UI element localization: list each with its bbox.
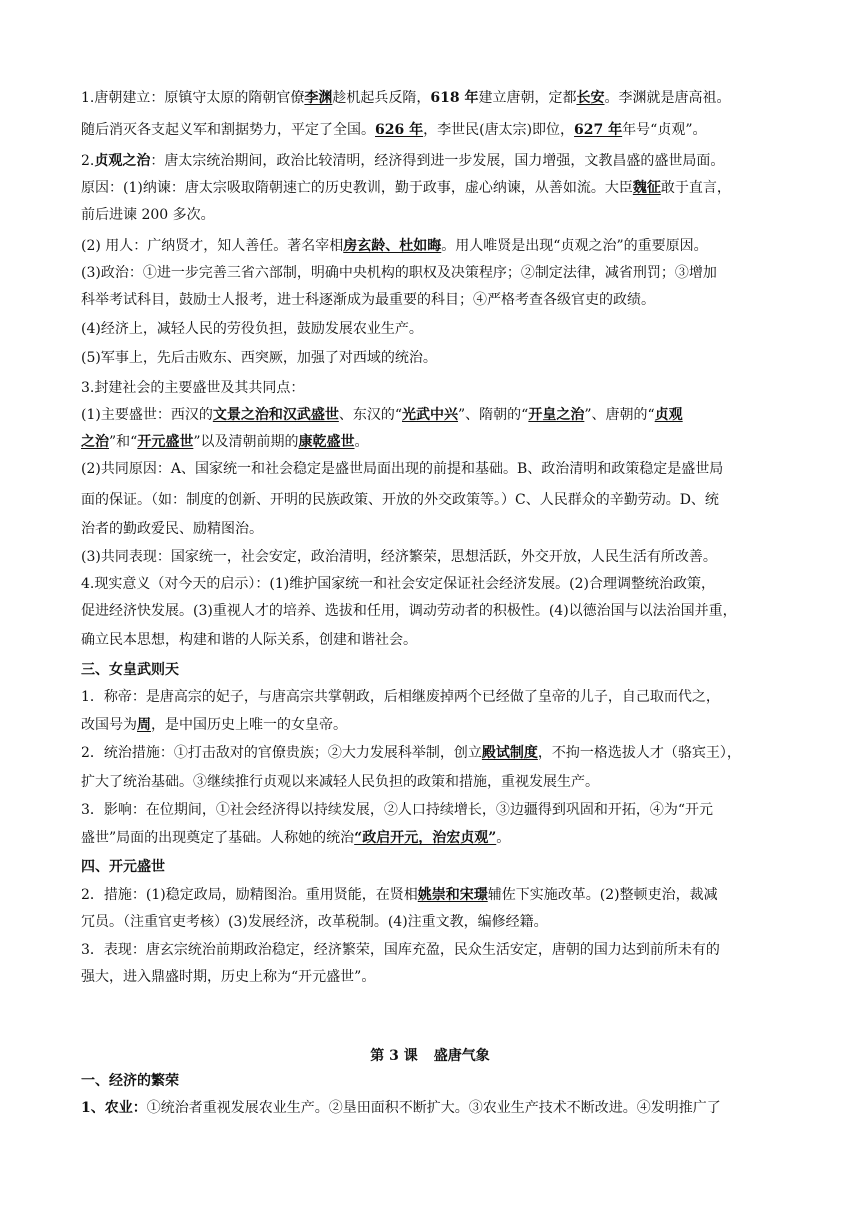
key-term: 文景之治和汉武盛世 <box>212 407 339 423</box>
text-line <box>81 660 781 680</box>
text-line <box>81 1071 781 1091</box>
text-run: 3．影响：在位期间，①社会经济得以持续发展，②人口持续增长，③边疆得到巩固和开拓，④为“开元 <box>81 802 714 818</box>
text-line <box>81 912 781 932</box>
text-line <box>81 687 781 707</box>
text-line <box>81 178 781 198</box>
key-term: 殿试制度 <box>481 745 538 761</box>
key-term: “政启开元，治宏贞观” <box>354 830 497 846</box>
text-run: ：唐太宗统治期间，政治比较清明，经济得到进一步发展，国力增强，文教昌盛的盛世局面。 <box>150 153 725 169</box>
section-heading: 四、开元盛世 <box>81 859 165 875</box>
text-line <box>81 459 781 479</box>
lesson-number: 第 3 课 <box>370 1048 418 1064</box>
text-run: 。 <box>496 830 511 846</box>
lesson-title <box>0 1046 860 1066</box>
text-run: 3.封建社会的主要盛世及其共同点： <box>81 380 305 396</box>
text-line <box>81 519 781 539</box>
key-term: 魏征 <box>632 180 661 196</box>
text-run: ”、隋朝的“ <box>458 407 529 423</box>
text-line <box>81 236 781 256</box>
text-run: 4.现实意义（对今天的启示）：(1)维护国家统一和社会安定保证社会经济发展。(2)合理调整统治政策， <box>81 576 716 592</box>
key-term: 李渊 <box>304 90 333 106</box>
text-run: 面的保证。（如：制度的创新、开明的民族政策、开放的外交政策等。）C、人民群众的辛勤劳动。D、统 <box>81 492 719 508</box>
text-run: 前后进谏 200 多次。 <box>81 207 215 223</box>
key-term: 长安 <box>576 90 605 106</box>
text-line <box>81 88 781 108</box>
text-line <box>81 547 781 567</box>
text-line <box>81 263 781 283</box>
text-run: ”以及清朝前期的 <box>193 434 299 450</box>
key-term: 光武中兴 <box>402 407 459 423</box>
text-run: 辅佐下实施改革。(2)整顿吏治，裁减 <box>487 887 718 903</box>
text-run: 扩大了统治基础。③继续推行贞观以来减轻人民负担的政策和措施，重视发展生产。 <box>81 774 599 790</box>
text-run: (4)经济上，减轻人民的劳役负担，鼓励发展农业生产。 <box>81 321 423 337</box>
text-run: 建立唐朝，定都 <box>478 90 577 106</box>
text-run: 盛世”局面的出现奠定了基础。人称她的统治 <box>81 830 355 846</box>
text-line <box>81 772 781 792</box>
text-line <box>81 967 781 987</box>
text-run: ①统治者重视发展农业生产。②垦田面积不断扩大。③农业生产技术不断改进。④发明推广了 <box>146 1100 721 1116</box>
text-run: 冗员。（注重官吏考核）(3)发展经济，改革税制。(4)注重文教，编修经籍。 <box>81 914 548 930</box>
text-line <box>81 715 781 735</box>
text-run: 敢于直言， <box>660 180 731 196</box>
text-line <box>81 885 781 905</box>
key-term: 之治 <box>81 434 109 450</box>
text-run: 治者的勤政爱民、励精图治。 <box>81 521 263 537</box>
text-line <box>81 743 781 763</box>
text-run: ，李世民(唐太宗)即位， <box>423 122 575 138</box>
key-term: 康乾盛世 <box>298 434 355 450</box>
text-run: 确立民本思想，构建和谐的人际关系，创建和谐社会。 <box>81 632 417 648</box>
text-run: 、东汉的“ <box>338 407 403 423</box>
text-run: (2) 用人：广纳贤才，知人善任。著名宰相 <box>81 238 344 254</box>
text-line <box>81 601 781 621</box>
text-run: 2．统治措施：①打击敌对的官僚贵族；②大力发展科举制，创立 <box>81 745 482 761</box>
section-heading: 三、女皇武则天 <box>81 662 179 678</box>
key-term: 开元盛世 <box>137 434 194 450</box>
text-run: (3)共同表现：国家统一，社会安定，政治清明，经济繁荣，思想活跃，外交开放，人民生活有所改善。 <box>81 549 717 565</box>
text-run: 随后消灭各支起义军和割据势力，平定了全国。 <box>81 122 375 138</box>
key-term: 627 年 <box>574 122 623 138</box>
text-run: ”和“ <box>109 434 138 450</box>
text-run: (3)政治：①进一步完善三省六部制，明确中央机构的职权及决策程序；②制定法律，减省刑罚；③增加 <box>81 265 717 281</box>
text-run: 原因：(1)纳谏：唐太宗吸取隋朝速亡的历史教训，勤于政事，虚心纳谏，从善如流。大臣 <box>81 180 633 196</box>
text-line <box>81 319 781 339</box>
key-term: 626 年 <box>375 122 424 138</box>
text-line <box>81 151 781 171</box>
text-run: 3．表现：唐玄宗统治前期政治稳定，经济繁荣，国库充盈，民众生活安定，唐朝的国力达到前所未有的 <box>81 942 720 958</box>
text-run: 2. <box>81 153 95 169</box>
text-line <box>81 828 781 848</box>
text-run: 趁机起兵反隋， <box>332 90 431 106</box>
text-run: 强大，进入鼎盛时期，历史上称为“开元盛世”。 <box>81 969 376 985</box>
text-line <box>81 120 781 140</box>
key-term: 房玄龄、杜如晦 <box>343 238 442 254</box>
text-run: 2．措施：(1)稳定政局，励精图治。重用贤能，在贤相 <box>81 887 418 903</box>
text-run: 促进经济快发展。(3)重视人才的培养、选拔和任用，调动劳动者的积极性。(4)以德治国与以法治国并重， <box>81 603 737 619</box>
text-run: 。 <box>354 434 369 450</box>
text-line <box>81 574 781 594</box>
text-line <box>81 1098 781 1118</box>
text-line <box>81 290 781 310</box>
key-term: 周 <box>137 717 151 733</box>
text-line <box>81 630 781 650</box>
text-run: (2)共同原因：A、国家统一和社会稳定是盛世局面出现的前提和基础。B、政治清明和政策稳定是盛世局 <box>81 461 724 477</box>
text-run: 年号“贞观”。 <box>622 122 707 138</box>
text-line <box>81 432 781 452</box>
text-run: ，不拘一格选拔人才（骆宾王）， <box>537 745 741 761</box>
text-line <box>81 940 781 960</box>
key-term: 贞观 <box>654 407 683 423</box>
bold-term: 贞观之治 <box>94 153 151 169</box>
bold-term: 1、农业： <box>81 1100 147 1116</box>
text-run: ”、唐朝的“ <box>584 407 655 423</box>
text-run: 改国号为 <box>81 717 137 733</box>
text-run: ，是中国历史上唯一的女皇帝。 <box>151 717 347 733</box>
text-run: 1．称帝：是唐高宗的妃子，与唐高宗共掌朝政，后相继废掉两个已经做了皇帝的儿子，自己取而代之， <box>81 689 720 705</box>
text-run: 1.唐朝建立：原镇守太原的隋朝官僚 <box>81 90 305 106</box>
bold-term: 618 年 <box>430 90 479 106</box>
text-line <box>81 405 781 425</box>
text-run: (1)主要盛世：西汉的 <box>81 407 213 423</box>
text-line <box>81 205 781 225</box>
lesson-name: 盛唐气象 <box>433 1048 490 1064</box>
section-heading: 一、经济的繁荣 <box>81 1073 179 1089</box>
text-run: (5)军事上，先后击败东、西突厥，加强了对西域的统治。 <box>81 350 437 366</box>
text-run: 。用人唯贤是出现“贞观之治”的重要原因。 <box>441 238 708 254</box>
text-run: 。李渊就是唐高祖。 <box>604 90 731 106</box>
key-term: 姚崇和宋璟 <box>417 887 488 903</box>
text-line <box>81 857 781 877</box>
text-run: 科举考试科目，鼓励士人报考，进士科逐渐成为最重要的科目；④严格考查各级官吏的政绩。 <box>81 292 655 308</box>
text-line <box>81 800 781 820</box>
text-line <box>81 348 781 368</box>
text-line <box>81 490 781 510</box>
text-line <box>81 378 781 398</box>
key-term: 开皇之治 <box>528 407 585 423</box>
